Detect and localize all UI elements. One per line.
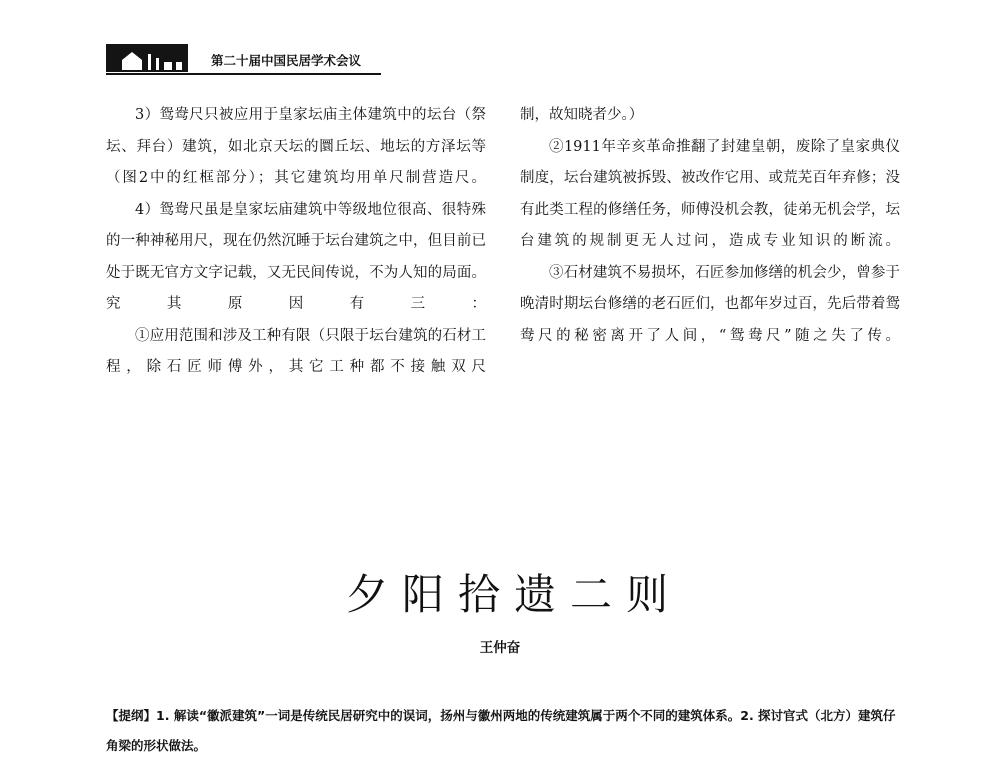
right-column bbox=[520, 100, 900, 352]
paragraph: ②1911年辛亥革命推翻了封建皇朝，废除了皇家典仪制度，坛台建筑被拆毁、被改作它用、或荒芜百年弃修；没有此类工程的修缮任务，师傅没机会教，徒弟无机会学，坛台建筑的规制更无人过问，造成专业知识的断流。 bbox=[520, 138, 900, 249]
paragraph: ③石材建筑不易损坏，石匠参加修缮的机会少，曾参于晚清时期坛台修缮的老石匠们，也都年岁过百，先后带着鸳鸯尺的秘密离开了人间，“鸳鸯尺”随之失了传。 bbox=[520, 264, 900, 344]
article-title: 夕阳拾遗二则 bbox=[345, 570, 682, 619]
article-author: 王仲奋 bbox=[479, 640, 521, 656]
paragraph: 4）鸳鸯尺虽是皇家坛庙建筑中等级地位很高、很特殊的一种神秘用尺，现在仍然沉睡于坛台建筑之中，但目前已处于既无官方文字记载，又无民间传说，不为人知的局面。究其原因有三： bbox=[106, 201, 486, 312]
paragraph: 制，故知晓者少。） bbox=[520, 107, 644, 123]
conference-logo bbox=[106, 44, 188, 72]
house-silhouette-icon bbox=[106, 44, 188, 72]
conference-title: 第二十届中国民居学术会议 bbox=[211, 53, 362, 68]
left-column bbox=[106, 100, 486, 384]
abstract-label: 【提纲】 bbox=[106, 708, 157, 723]
paragraph: 3）鸳鸯尺只被应用于皇家坛庙主体建筑中的坛台（祭坛、拜台）建筑，如北京天坛的圜丘坛、地坛的方泽坛等（图2中的红框部分）；其它建筑均用单尺制营造尺。 bbox=[106, 107, 486, 186]
abstract-text: 1. 解读“徽派建筑”一词是传统民居研究中的误词，扬州与徽州两地的传统建筑属于两个不同的建筑体系。2. 探讨官式（北方）建筑仔角梁的形状做法。 bbox=[106, 708, 896, 753]
article-abstract bbox=[106, 701, 906, 761]
header-rule bbox=[106, 73, 381, 75]
paragraph: ①应用范围和涉及工种有限（只限于坛台建筑的石材工程，除石匠师傅外，其它工种都不接触双尺 bbox=[106, 327, 486, 375]
page-header bbox=[106, 44, 386, 74]
